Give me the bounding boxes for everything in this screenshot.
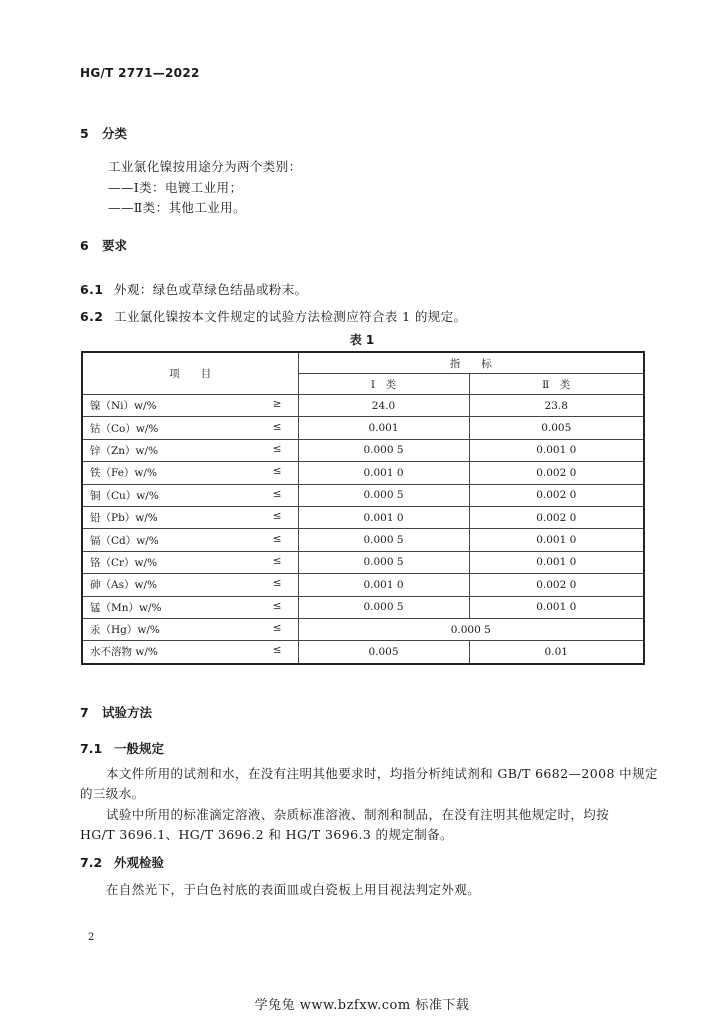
table-row	[82, 551, 644, 573]
clause-7-1-para-1-line-1: 本文件所用的试剂和水，在没有注明其他要求时，均指分析纯试剂和 GB/T 6682—2008 中规定	[106, 766, 658, 781]
header-index: 指 标	[298, 352, 644, 374]
row-value-class-1: 24.0	[298, 395, 469, 417]
row-value-class-1: 0.005	[298, 641, 469, 664]
row-relation: ≤	[272, 532, 282, 545]
row-relation: ≤	[272, 599, 282, 612]
table-row-insoluble	[82, 641, 644, 664]
table-row	[82, 395, 644, 417]
table-caption: 表 1	[349, 333, 375, 347]
row-value-class-2: 0.01	[469, 641, 644, 664]
row-item	[82, 506, 298, 528]
table-row	[82, 484, 644, 506]
section-6-number: 6	[80, 238, 89, 253]
table-body	[82, 395, 644, 619]
table-row-hg	[82, 618, 644, 640]
section-6-title: 要求	[102, 238, 128, 253]
row-item-label: 锰（Mn）w/%	[90, 601, 162, 614]
row-relation: ≤	[272, 465, 282, 478]
clause-7-1-number: 7.1	[80, 741, 103, 756]
row-relation: ≤	[272, 442, 282, 455]
row-value-class-2: 0.001 0	[469, 596, 644, 618]
page-number: 2	[88, 932, 95, 943]
table-row	[82, 417, 644, 439]
clause-7-2-text: 在自然光下，于白色衬底的表面皿或白瓷板上用目视法判定外观。	[106, 882, 481, 897]
section-7-number: 7	[80, 705, 89, 720]
row-value-class-1: 0.000 5	[298, 551, 469, 573]
row-value-class-2: 0.002 0	[469, 462, 644, 484]
clause-7-2-title: 外观检验	[114, 855, 165, 870]
row-item-label: 镉（Cd）w/%	[90, 534, 159, 547]
row-item-label: 铅（Pb）w/%	[90, 512, 158, 525]
row-value-class-1: 0.000 5	[298, 439, 469, 461]
row-relation: ≥	[272, 398, 282, 411]
row-item	[82, 417, 298, 439]
row-relation: ≤	[272, 510, 282, 523]
row-item-label: 镍（Ni）w/%	[90, 400, 157, 413]
section-5-intro: 工业氯化镍按用途分为两个类别：	[108, 159, 302, 174]
section-5-title: 分类	[102, 126, 128, 141]
row-value-class-2: 0.001 0	[469, 529, 644, 551]
section-6-heading	[80, 236, 127, 254]
row-value-class-1: 0.001 0	[298, 506, 469, 528]
section-7-heading	[80, 703, 152, 721]
row-item-label: 水不溶物 w/%	[90, 646, 158, 659]
row-value-class-1: 0.001	[298, 417, 469, 439]
row-item-label: 汞（Hg）w/%	[90, 624, 160, 637]
row-relation: ≤	[272, 622, 282, 635]
row-value-class-1: 0.000 5	[298, 484, 469, 506]
row-value-class-2: 23.8	[469, 395, 644, 417]
table-row	[82, 462, 644, 484]
row-item	[82, 551, 298, 573]
row-item	[82, 439, 298, 461]
row-relation: ≤	[272, 487, 282, 500]
section-7-title: 试验方法	[102, 705, 153, 720]
row-value-class-2: 0.002 0	[469, 484, 644, 506]
class-1-item: ——Ⅰ类：电镀工业用；	[108, 180, 243, 195]
row-value-class-2: 0.001 0	[469, 439, 644, 461]
row-value-class-1: 0.001 0	[298, 574, 469, 596]
header-class-1: Ⅰ 类	[298, 374, 469, 395]
row-item	[82, 596, 298, 618]
clause-6-1-text: 外观：绿色或草绿色结晶或粉末。	[114, 282, 308, 297]
row-value-class-2: 0.002 0	[469, 506, 644, 528]
row-value-class-2: 0.001 0	[469, 551, 644, 573]
clause-7-1-title: 一般规定	[114, 741, 165, 756]
clause-7-1-para-2-line-2: HG/T 3696.1、HG/T 3696.2 和 HG/T 3696.3 的规定制备。	[80, 827, 453, 842]
specification-table	[81, 351, 645, 665]
row-value-class-1: 0.000 5	[298, 596, 469, 618]
row-relation: ≤	[272, 644, 282, 657]
row-value-class-2: 0.002 0	[469, 574, 644, 596]
table-row	[82, 574, 644, 596]
row-relation: ≤	[272, 554, 282, 567]
clause-7-2-number: 7.2	[80, 855, 103, 870]
clause-7-1-heading	[80, 739, 164, 757]
header-class-2: Ⅱ 类	[469, 374, 644, 395]
row-item	[82, 641, 298, 664]
clause-7-1-para-1-line-2: 的三级水。	[80, 786, 145, 801]
table-row	[82, 506, 644, 528]
row-item	[82, 484, 298, 506]
row-item	[82, 618, 298, 640]
clause-7-2-heading	[80, 853, 164, 871]
row-item-label: 砷（As）w/%	[90, 579, 157, 592]
clause-7-1-para-2-line-1: 试验中所用的标准滴定溶液、杂质标准溶液、制剂和制品，在没有注明其他规定时，均按	[106, 807, 610, 822]
row-value-class-1: 0.000 5	[298, 529, 469, 551]
section-5-heading	[80, 124, 127, 142]
row-relation: ≤	[272, 577, 282, 590]
row-item	[82, 529, 298, 551]
standard-number: HG/T 2771—2022	[80, 66, 200, 80]
row-item	[82, 462, 298, 484]
row-item-label: 钴（Co）w/%	[90, 422, 159, 435]
class-2-item: ——Ⅱ类：其他工业用。	[108, 200, 246, 215]
clause-6-1-number: 6.1	[80, 282, 104, 297]
row-item-label: 铁（Fe）w/%	[90, 467, 157, 480]
row-item-label: 铜（Cu）w/%	[90, 489, 159, 502]
clause-6-2-text: 工业氯化镍按本文件规定的试验方法检测应符合表 1 的规定。	[114, 309, 467, 324]
table-row	[82, 439, 644, 461]
header-item: 项 目	[82, 352, 298, 395]
table-row	[82, 596, 644, 618]
row-item	[82, 574, 298, 596]
table-row	[82, 529, 644, 551]
row-relation: ≤	[272, 420, 282, 433]
row-item-label: 锌（Zn）w/%	[90, 444, 159, 457]
section-5-number: 5	[80, 126, 89, 141]
clause-6-1	[80, 280, 308, 298]
row-value-class-2: 0.005	[469, 417, 644, 439]
row-value-class-1: 0.001 0	[298, 462, 469, 484]
row-item-label: 铬（Cr）w/%	[90, 556, 158, 569]
row-item	[82, 395, 298, 417]
clause-6-2-number: 6.2	[80, 309, 104, 324]
site-watermark: 学兔兔 www.bzfxw.com 标准下载	[254, 998, 470, 1013]
row-value-merged: 0.000 5	[298, 618, 644, 640]
clause-6-2	[80, 307, 467, 325]
